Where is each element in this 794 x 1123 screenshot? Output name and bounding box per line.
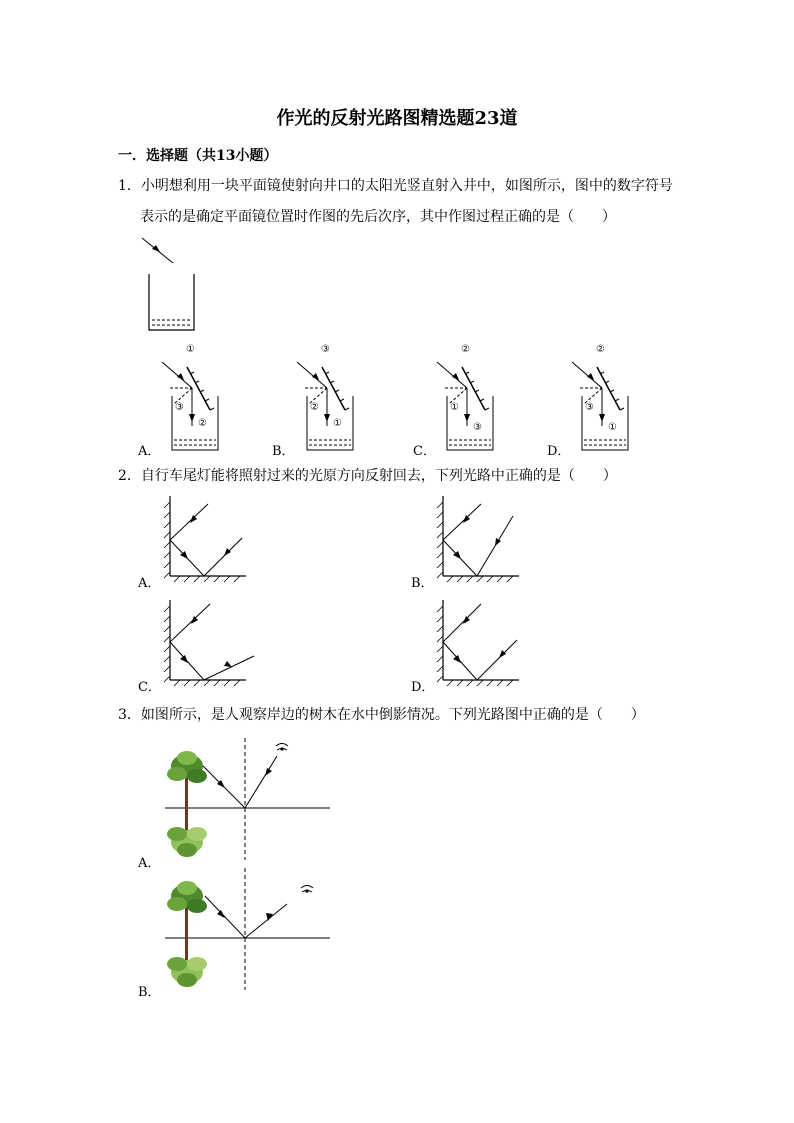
q1-diagram-a — [162, 342, 224, 454]
step-label: ③ — [473, 422, 482, 433]
step-label: ② — [596, 344, 605, 355]
q1-option-c[interactable]: C． — [413, 444, 436, 459]
q1-diagram-d — [572, 342, 634, 454]
page-title: 作光的反射光路图精选题23道 — [276, 108, 518, 129]
step-label: ③ — [321, 344, 330, 355]
q2-diagram-c — [160, 600, 260, 690]
q2-option-a[interactable]: A． — [138, 576, 161, 591]
step-label: ② — [198, 418, 207, 429]
step-label: ① — [450, 402, 459, 413]
tree-reflection-icon — [167, 938, 207, 987]
q1-option-b[interactable]: B． — [272, 444, 295, 459]
q1-diagram-c — [437, 342, 499, 454]
q3-text: 3．如图所示，是人观察岸边的树木在水中倒影情况。下列光路图中正确的是（ ） — [118, 707, 645, 723]
step-label: ② — [310, 402, 319, 413]
q1-well-figure — [140, 236, 200, 336]
eye-icon — [301, 886, 313, 893]
q2-diagram-b — [433, 496, 523, 586]
step-label: ① — [186, 344, 195, 355]
step-label: ① — [333, 418, 342, 429]
tree-icon — [167, 881, 207, 944]
q1-option-a[interactable]: A． — [138, 444, 161, 459]
q2-option-b[interactable]: B． — [411, 576, 434, 591]
section-heading: 一．选择题（共13小题） — [118, 148, 278, 164]
eye-icon — [276, 744, 288, 751]
q3-diagram-a — [165, 738, 335, 860]
q1-diagram-b — [297, 342, 359, 454]
step-label: ② — [461, 344, 470, 355]
q3-diagram-b — [165, 868, 335, 990]
q2-diagram-d — [433, 600, 523, 690]
step-label: ① — [608, 422, 617, 433]
q2-diagram-a — [160, 496, 250, 586]
q1-option-d[interactable]: D． — [547, 444, 571, 459]
q2-text: 2．自行车尾灯能将照射过来的光原方向反射回去，下列光路中正确的是（ ） — [118, 468, 617, 484]
q3-option-a[interactable]: A． — [138, 856, 161, 871]
q1-text-line2: 表示的是确定平面镜位置时作图的先后次序，其中作图过程正确的是（ ） — [140, 209, 616, 225]
q2-option-d[interactable]: D． — [411, 680, 435, 695]
q3-option-b[interactable]: B． — [138, 985, 161, 1000]
q2-option-c[interactable]: C． — [138, 680, 161, 695]
step-label: ③ — [175, 402, 184, 413]
step-label: ③ — [585, 402, 594, 413]
tree-reflection-icon — [167, 808, 207, 857]
tree-icon — [167, 751, 207, 814]
q1-text-line1: 1．小明想利用一块平面镜使射向井口的太阳光竖直射入井中，如图所示，图中的数字符号 — [118, 178, 673, 194]
